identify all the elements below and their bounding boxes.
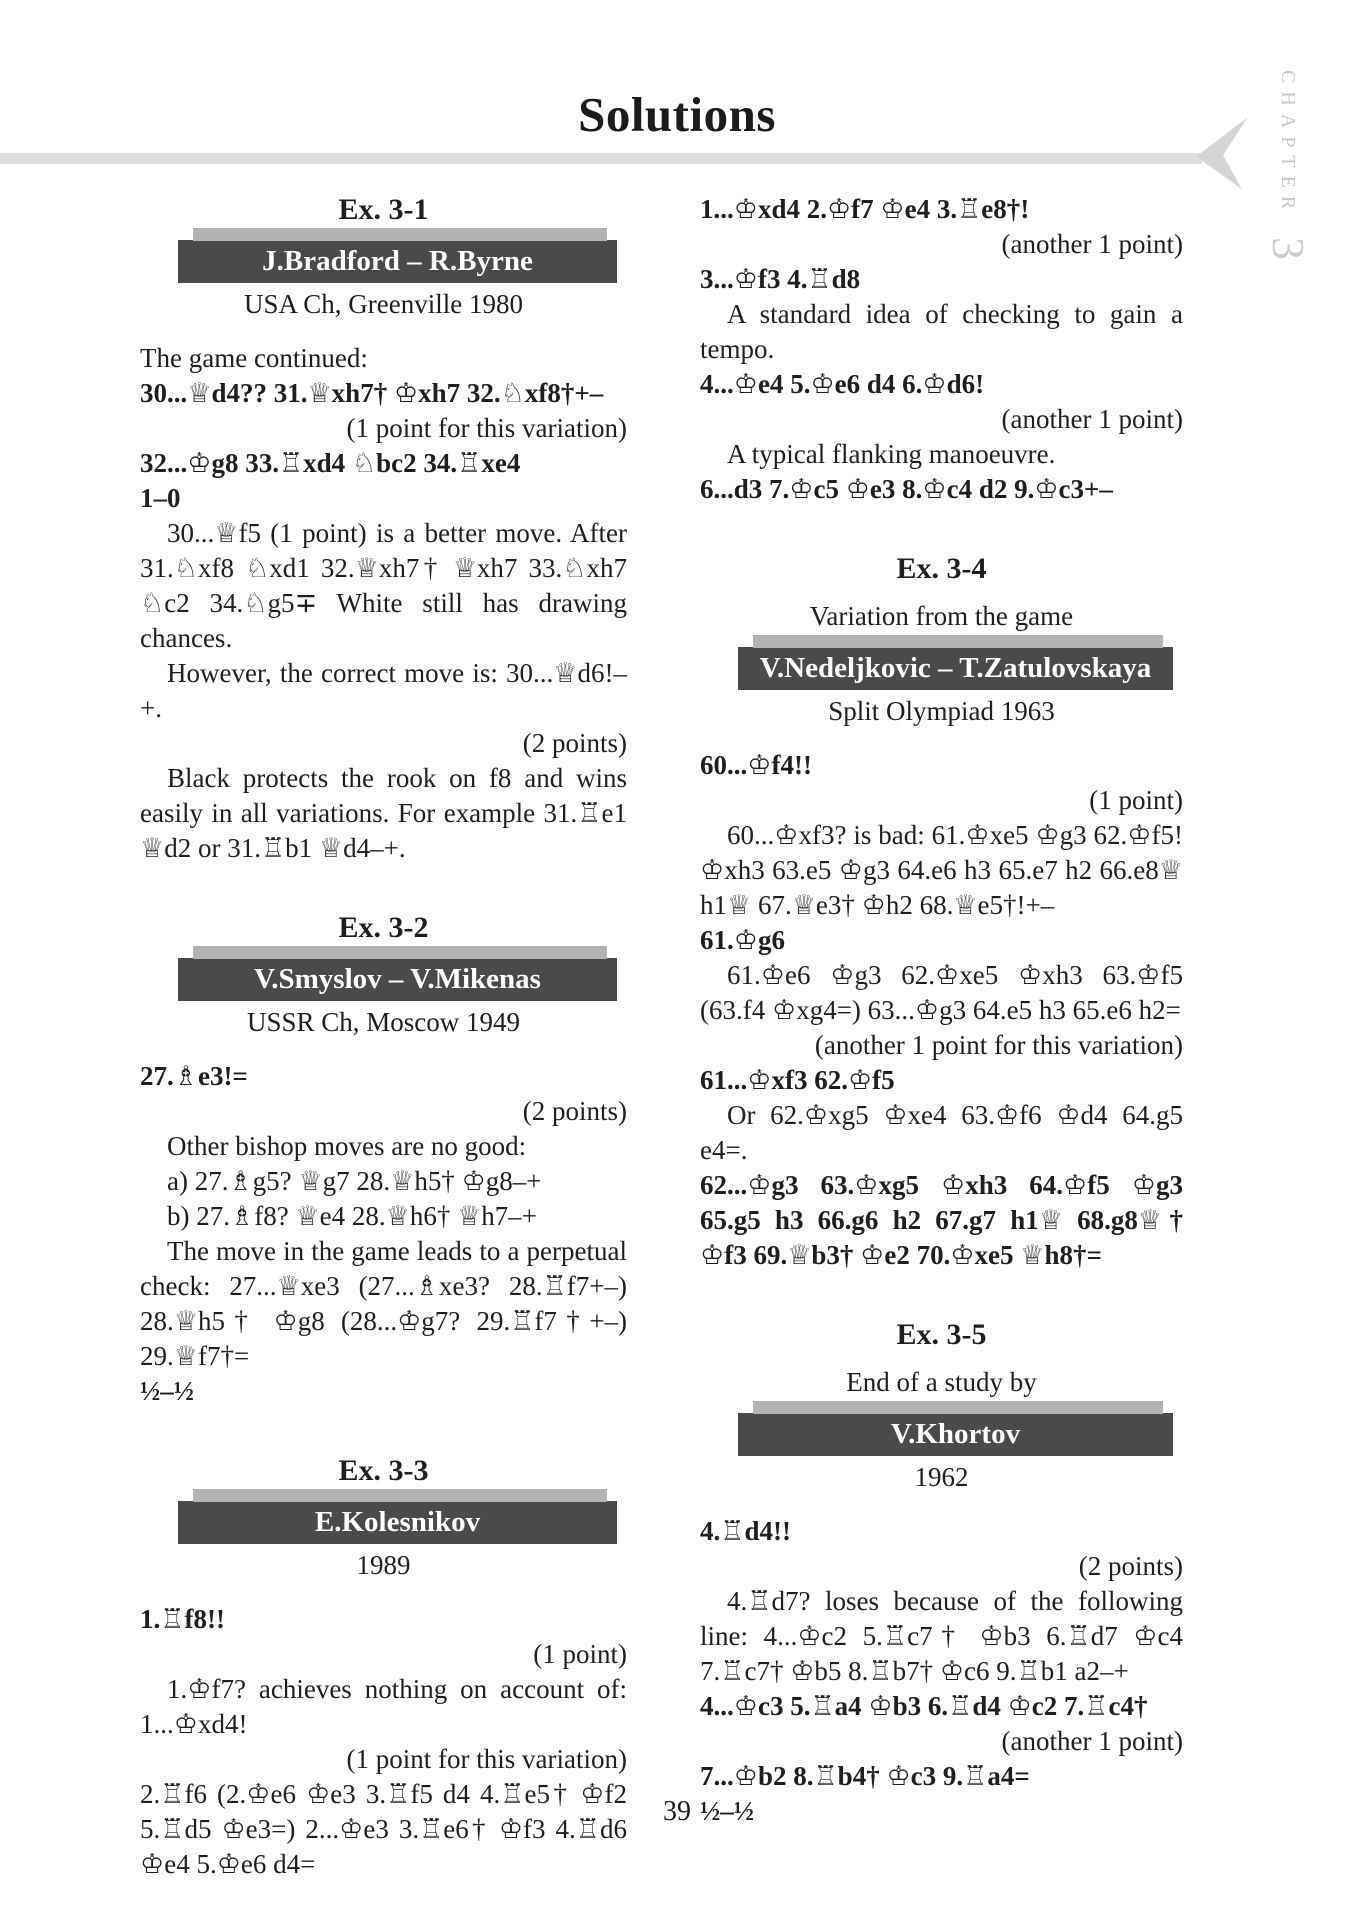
variation-line: b) 27.♗f8? ♕e4 28.♕h6† ♕h7–+ bbox=[167, 1201, 537, 1231]
pre-caption: End of a study by bbox=[846, 1367, 1037, 1397]
exercise-heading: Ex. 3-3 bbox=[338, 1454, 429, 1487]
page-number: 39 bbox=[663, 1796, 691, 1827]
move-line: 4.♖d4!! bbox=[700, 1516, 791, 1546]
exercise-heading: Ex. 3-1 bbox=[338, 193, 429, 226]
commentary-paragraph: 30...♕f5 (1 point) is a better move. After 31.♘xf8 ♘xd1 32.♕xh7† ♕xh7 33.♘xh7 ♘c2 34.♘g5∓ White still has drawing chances. bbox=[140, 518, 627, 653]
players-banner: V.Smyslov – V.Mikenas bbox=[178, 958, 617, 1001]
move-line: 61.♔g6 bbox=[700, 925, 785, 955]
commentary-paragraph: A standard idea of checking to gain a tempo. bbox=[700, 299, 1183, 364]
left-column bbox=[140, 192, 627, 1882]
players-banner: E.Kolesnikov bbox=[178, 1501, 617, 1544]
event-caption: 1989 bbox=[356, 1550, 411, 1580]
page-title: Solutions bbox=[578, 87, 776, 142]
chapter-marker bbox=[1262, 70, 1315, 260]
players-banner: V.Nedeljkovic – T.Zatulovskaya bbox=[738, 647, 1173, 690]
points-note: (2 points) bbox=[1078, 1551, 1183, 1581]
commentary-paragraph: 61.♔e6 ♔g3 62.♔xe5 ♔xh3 63.♔f5 (63.f4 ♔xg4=) 63...♔g3 64.e5 h3 65.e6 h2= bbox=[700, 960, 1183, 1025]
move-line: 7...♔b2 8.♖b4† ♔c3 9.♖a4= bbox=[700, 1761, 1030, 1791]
move-line: 3...♔f3 4.♖d8 bbox=[700, 264, 861, 294]
move-line: 32...♔g8 33.♖xd4 ♘bc2 34.♖xe4 bbox=[140, 448, 521, 478]
commentary-paragraph: The move in the game leads to a perpetual check: 27...♕xe3 (27...♗xe3? 28.♖f7+–) 28.♕h5† ♔g8 (28...♔g7? 29.♖f7†+–) 29.♕f7†= bbox=[140, 1236, 627, 1371]
points-note: (another 1 point) bbox=[1001, 229, 1183, 259]
commentary-paragraph: 60...♔xf3? is bad: 61.♔xe5 ♔g3 62.♔f5! ♔xh3 63.e5 ♔g3 64.e6 h3 65.e7 h2 66.e8♕ h1♕ 67.♕e3† ♔h2 68.♕e5†!+– bbox=[700, 820, 1183, 920]
exercise-heading: Ex. 3-2 bbox=[338, 911, 429, 944]
commentary-paragraph: A typical flanking manoeuvre. bbox=[727, 439, 1056, 469]
points-note: (another 1 point) bbox=[1001, 1726, 1183, 1756]
result-line: ½–½ bbox=[700, 1796, 754, 1826]
chapter-number: 3 bbox=[1263, 237, 1314, 261]
players-banner: V.Khortov bbox=[738, 1413, 1173, 1456]
variation-paragraph: 2.♖f6 (2.♔e6 ♔e3 3.♖f5 d4 4.♖e5† ♔f2 5.♖d5 ♔e3=) 2...♔e3 3.♖e6† ♔f3 4.♖d6 ♔e4 5.♔e6 d4= bbox=[140, 1779, 627, 1879]
points-note: (1 point for this variation) bbox=[346, 413, 627, 443]
points-note: (1 point) bbox=[1089, 785, 1183, 815]
points-note: (1 point for this variation) bbox=[346, 1744, 627, 1774]
commentary-paragraph: Other bishop moves are no good: bbox=[167, 1131, 527, 1161]
event-caption: USSR Ch, Moscow 1949 bbox=[246, 1007, 521, 1037]
move-line: 1.♖f8!! bbox=[140, 1604, 225, 1634]
move-line: 27.♗e3!= bbox=[140, 1061, 248, 1091]
move-line: 61...♔xf3 62.♔f5 bbox=[700, 1065, 895, 1095]
pre-caption: Variation from the game bbox=[809, 601, 1074, 631]
event-caption: USA Ch, Greenville 1980 bbox=[244, 289, 523, 319]
commentary-paragraph: Black protects the rook on f8 and wins easily in all variations. For example 31.♖e1 ♕d2 or 31.♖b1 ♕d4–+. bbox=[140, 763, 627, 863]
move-line: 30...♕d4?? 31.♕xh7† ♔xh7 32.♘xf8†+– bbox=[140, 378, 604, 408]
move-line: 4...♔e4 5.♔e6 d4 6.♔d6! bbox=[700, 369, 985, 399]
exercise-heading: Ex. 3-5 bbox=[896, 1318, 987, 1351]
commentary-paragraph: 4.♖d7? loses because of the following line: 4...♔c2 5.♖c7† ♔b3 6.♖d7 ♔c4 7.♖c7† ♔b5 8.♖b7† ♔c6 9.♖b1 a2–+ bbox=[700, 1586, 1183, 1686]
points-note: (2 points) bbox=[522, 728, 627, 758]
commentary-paragraph: 1.♔f7? achieves nothing on account of: 1...♔xd4! bbox=[140, 1674, 627, 1739]
commentary-line: The game continued: bbox=[140, 343, 368, 373]
points-note: (2 points) bbox=[522, 1096, 627, 1126]
event-caption: 1962 bbox=[914, 1462, 969, 1492]
players-banner: J.Bradford – R.Byrne bbox=[178, 240, 617, 283]
points-note: (1 point) bbox=[533, 1639, 627, 1669]
points-note: (another 1 point for this variation) bbox=[814, 1030, 1183, 1060]
chapter-label: CHAPTER bbox=[1277, 70, 1299, 218]
points-note: (another 1 point) bbox=[1001, 404, 1183, 434]
move-line: 4...♔c3 5.♖a4 ♔b3 6.♖d4 ♔c2 7.♖c4† bbox=[700, 1691, 1148, 1721]
title-rule-line bbox=[0, 153, 1202, 164]
move-line: 60...♔f4!! bbox=[700, 750, 812, 780]
event-caption: Split Olympiad 1963 bbox=[828, 696, 1055, 726]
exercise-heading: Ex. 3-4 bbox=[896, 552, 987, 585]
result-line: 1–0 bbox=[140, 483, 181, 513]
result-line: ½–½ bbox=[140, 1376, 194, 1406]
right-column bbox=[700, 192, 1183, 1829]
move-line: 1...♔xd4 2.♔f7 ♔e4 3.♖e8†! bbox=[700, 194, 1030, 224]
variation-line: a) 27.♗g5? ♕g7 28.♕h5† ♔g8–+ bbox=[167, 1166, 542, 1196]
commentary-paragraph: However, the correct move is: 30...♕d6!–+. bbox=[140, 658, 627, 723]
commentary-paragraph: Or 62.♔xg5 ♔xe4 63.♔f6 ♔d4 64.g5 e4=. bbox=[700, 1100, 1183, 1165]
move-line: 6...d3 7.♔c5 ♔e3 8.♔c4 d2 9.♔c3+– bbox=[700, 474, 1113, 504]
move-line: 62...♔g3 63.♔xg5 ♔xh3 64.♔f5 ♔g3 65.g5 h3 66.g6 h2 67.g7 h1♕ 68.g8♕† ♔f3 69.♕b3† ♔e2 70.♔xe5 ♕h8†= bbox=[700, 1170, 1183, 1270]
